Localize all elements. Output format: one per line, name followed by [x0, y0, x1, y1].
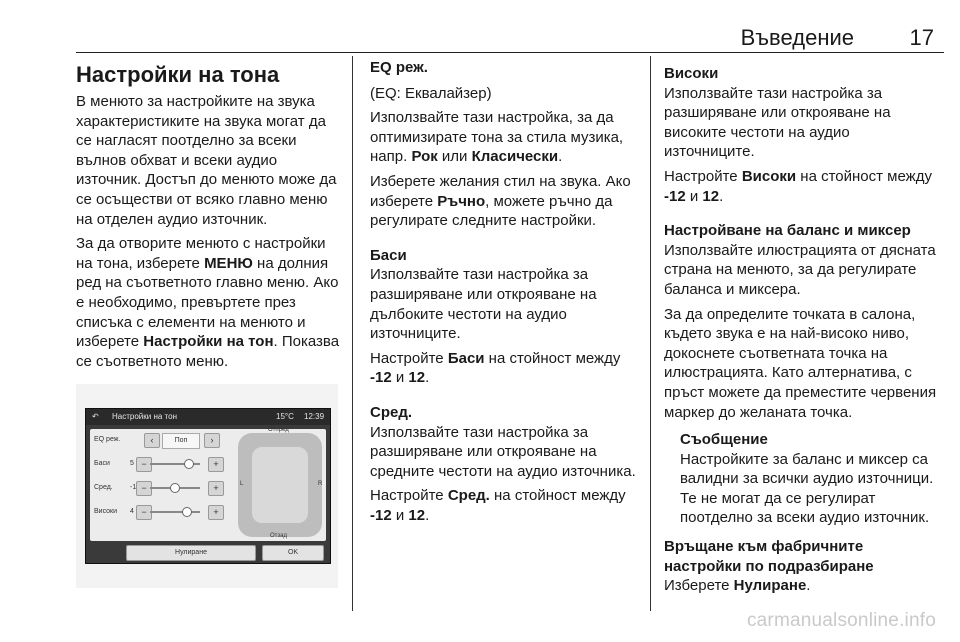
- page-header: [0, 0, 960, 54]
- slider-knob: [182, 507, 192, 517]
- paragraph: Използвайте илюстрацията от дясната страна на менюто, за да регулирате баланса и миксера.: [664, 241, 936, 298]
- minus-icon: −: [136, 457, 152, 472]
- paragraph: За да определите точката в салона, където звука е на най-високо ниво, докоснете съответната точка на илюстрацията. Като алтернатива, с пръст можете да преместите червения маркер до желаната точка.: [664, 305, 937, 421]
- ok-button: OK: [262, 545, 324, 561]
- temperature: 15°C: [276, 412, 294, 421]
- minus-icon: −: [136, 481, 152, 496]
- section-heading: EQ реж.: [370, 59, 428, 76]
- paragraph: Изберете Нулиране.: [664, 577, 811, 595]
- front-label: Отпред: [268, 427, 289, 433]
- reset-button: Нулиране: [126, 545, 256, 561]
- watermark: carmanualsonline.info: [746, 610, 936, 631]
- left-label: L: [240, 481, 244, 487]
- slider-knob: [184, 459, 194, 469]
- minus-icon: −: [136, 505, 152, 520]
- page-number: 17: [909, 25, 934, 50]
- paragraph: Настройте Баси на стойност между -12 и 12.: [370, 349, 621, 387]
- screen-title: Настройки на тон: [112, 412, 177, 421]
- treble-row: Високи 4 − +: [90, 503, 230, 521]
- paragraph: Настройте Сред. на стойност между -12 и 12.: [370, 487, 626, 524]
- plus-icon: +: [208, 457, 224, 472]
- paragraph: Използвайте тази настройка за разширяване или открояване на средните честоти на аудио източника.: [370, 423, 636, 480]
- paragraph: Използвайте тази настройка за разширяване или открояване на дълбоките честоти на аудио източниците.: [370, 266, 597, 343]
- section-heading: Сред.: [370, 403, 413, 421]
- paragraph: Използвайте тази настройка за разширяване или открояване на високите честоти на аудио източниците.: [664, 84, 891, 161]
- section-heading: Настройване на баланс и миксер: [664, 222, 911, 240]
- screen-bottom-bar: [126, 545, 326, 559]
- plus-icon: +: [208, 505, 224, 520]
- section-heading: Високи: [664, 65, 719, 82]
- section-heading: Баси: [370, 246, 407, 264]
- header-rule: [76, 52, 944, 53]
- column-1: [76, 58, 344, 376]
- paragraph: Настройте Високи на стойност между -12 и 12.: [664, 167, 932, 205]
- plus-icon: +: [208, 481, 224, 496]
- eq-mode: Поп: [162, 433, 200, 449]
- chevron-right-icon: ›: [204, 433, 220, 448]
- rear-label: Отзад: [270, 533, 288, 539]
- car-cabin-illustration: [238, 433, 322, 537]
- bass-row: Баси 5 − +: [90, 455, 230, 473]
- chevron-left-icon: ‹: [144, 433, 160, 448]
- tone-settings-screenshot: [76, 384, 338, 588]
- column-3: [664, 58, 940, 601]
- note-heading: Съобщение: [680, 431, 768, 449]
- right-label: R: [318, 481, 323, 487]
- note-text: Настройките за баланс и миксер са валидни за всички аудио източници. Те не могат да се регулират поотделно за всеки аудио източник.: [680, 450, 934, 527]
- settings-panel: [90, 429, 326, 541]
- back-icon: ↶: [92, 412, 99, 421]
- slider-knob: [170, 483, 180, 493]
- mid-row: Сред. -1 − +: [90, 479, 230, 497]
- section-heading: Настройки на тона: [76, 62, 280, 87]
- column-2: [370, 58, 640, 530]
- column-divider-2: [650, 56, 651, 611]
- paragraph: (EQ: Еквалайзер): [370, 84, 492, 102]
- screen: [85, 408, 331, 564]
- clock: 12:39: [304, 412, 325, 421]
- note-box: [680, 430, 940, 528]
- paragraph: В менюто за настройките на звука характеристиките на звука могат да се нагласят поотделно за всеки вълнов обхват и всеки аудио източник. Достъп до менюто може да се осъществи от всяко главно меню на отделен аудио източник.: [76, 93, 337, 228]
- screen-title-bar: [86, 409, 330, 425]
- section-heading: Връщане към фабричните настройки по подразбиране: [664, 538, 874, 575]
- paragraph: Използвайте тази настройка, за да оптимизирате тона за стила музика, напр. Рок или Класически.: [370, 109, 624, 166]
- paragraph: Изберете желания стил на звука. Ако изберете Ръчно, можете ръчно да регулирате следните настройки.: [370, 172, 631, 230]
- eq-row: EQ реж. ‹ Поп ›: [90, 431, 230, 449]
- header-title: Въведение: [740, 25, 854, 50]
- paragraph: За да отворите менюто с настройки на тона, изберете МЕНЮ на долния ред на съответното главно меню. Ако е необходимо, превъртете през списъка с елементи на менюто и изберете Настройки на тон. Показва се съответното меню.: [76, 235, 340, 370]
- column-divider-1: [352, 56, 353, 611]
